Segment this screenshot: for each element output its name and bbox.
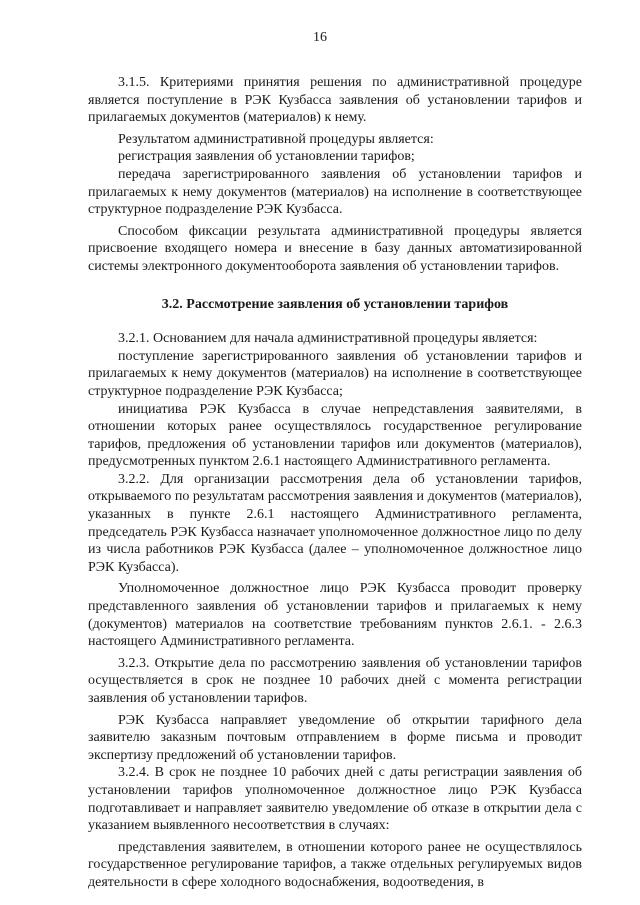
document-body (88, 74, 582, 892)
paragraph-3-2-1: 3.2.1. Основанием для начала административной процедуры является: (118, 331, 538, 347)
paragraph-3-2-4: 3.2.4. В срок не позднее 10 рабочих дней с даты регистрации заявления об установлении тарифов уполномоченное должностное лицо РЭК Кузбасса подготавливает и направляет заявителю уведомление об отказе в открытии дела с указанием выявленного несоответствия в случаях: (88, 765, 582, 834)
paragraph-result-transfer: передача зарегистрированного заявления об установлении тарифов и прилагаемых к нему документов (материалов) на исполнение в соответствующее структурное подразделение РЭК Кузбасса. (88, 166, 582, 218)
paragraph-notification: РЭК Кузбасса направляет уведомление об открытии тарифного дела заявителю заказным почтовым отправлением в форме письма и проводит экспертизу предложений об установлении тарифов. (88, 712, 582, 763)
paragraph-fixation-method: Способом фиксации результата административной процедуры является присвоение входящего номера и внесение в базу данных автоматизированной системы электронного документооборота заявления об установлении тарифов. (88, 223, 582, 274)
page-number: 16 (313, 30, 327, 45)
paragraph-applicant-submission: представления заявителем, в отношении которого ранее не осуществлялось государственное регулирование тарифов, а также отдельных регулируемых видов деятельности в сфере холодного водоснабжения, водоотведения, в (88, 839, 582, 890)
paragraph-result-registration: регистрация заявления об установлении тарифов; (118, 149, 415, 165)
paragraph-3-2-3: 3.2.3. Открытие дела по рассмотрению заявления об установлении тарифов осуществляется в срок не позднее 10 рабочих дней с момента регистрации заявления об установлении тарифов. (88, 655, 582, 706)
paragraph-rek-initiative: инициатива РЭК Кузбасса в случае непредставления заявителями, в отношении которых ранее осуществлялось государственное регулирование тарифов, предложения об установлении тарифов или документов (материалов), предусмотренных пунктом 2.6.1 настоящего Административного регламента. (88, 401, 582, 470)
paragraph-3-2-2: 3.2.2. Для организации рассмотрения дела об установлении тарифов, открываемого по результатам рассмотрения заявления и документов (материалов), указанных в пункте 2.6.1 настоящего Административного регламента, председатель РЭК Кузбасса назначает уполномоченное должностное лицо по делу из числа работников РЭК Кузбасса (далее – уполномоченное должностное лицо РЭК Кузбасса). (88, 471, 582, 575)
paragraph-receipt-of-application: поступление зарегистрированного заявления об установлении тарифов и прилагаемых к нему документов (материалов) на исполнение в соответствующее структурное подразделение РЭК Кузбасса; (88, 348, 582, 399)
paragraph-result-intro: Результатом административной процедуры является: (118, 131, 434, 147)
section-heading-3-2: 3.2. Рассмотрение заявления об установлении тарифов (161, 296, 509, 312)
paragraph-3-1-5: 3.1.5. Критериями принятия решения по административной процедуре является поступление в РЭК Кузбасса заявления об установлении тарифов и прилагаемых документов (материалов) к нему. (88, 75, 582, 126)
paragraph-verification: Уполномоченное должностное лицо РЭК Кузбасса проводит проверку представленного заявления об установлении тарифов и прилагаемых к нему (документов) материалов на соответствие требованиям пунктов 2.6.1. - 2.6.3 настоящего Административного регламента. (88, 581, 582, 650)
